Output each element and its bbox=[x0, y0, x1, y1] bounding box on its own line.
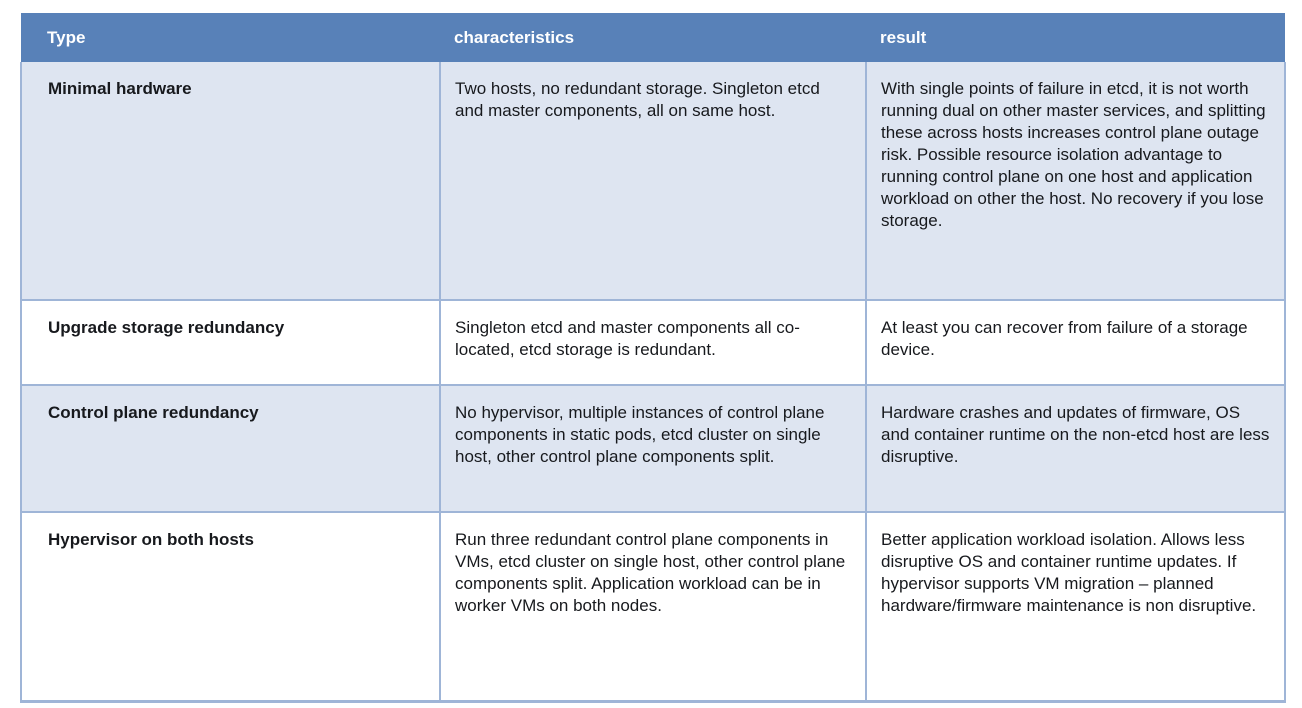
cell-result-control-plane-redundancy: Hardware crashes and updates of firmware, OS and container runtime on the non-etcd host are less disruptive. bbox=[866, 385, 1285, 512]
cell-characteristics-minimal-hardware: Two hosts, no redundant storage. Singleton etcd and master components, all on same host. bbox=[440, 62, 866, 300]
column-header-characteristics: characteristics bbox=[440, 13, 866, 62]
cell-characteristics-hypervisor-on-both-hosts: Run three redundant control plane components in VMs, etcd cluster on single host, other control plane components split. Application workload can be in worker VMs on both nodes. bbox=[440, 512, 866, 701]
table-row bbox=[21, 62, 1285, 300]
cell-result-hypervisor-on-both-hosts: Better application workload isolation. Allows less disruptive OS and container runtime updates. If hypervisor supports VM migration – planned hardware/firmware maintenance is non disruptive. bbox=[866, 512, 1285, 701]
cluster-options-table bbox=[20, 13, 1286, 703]
column-header-result: result bbox=[866, 13, 1285, 62]
cell-result-upgrade-storage-redundancy: At least you can recover from failure of a storage device. bbox=[866, 300, 1285, 385]
cell-type-minimal-hardware: Minimal hardware bbox=[21, 62, 440, 300]
cell-characteristics-control-plane-redundancy: No hypervisor, multiple instances of control plane components in static pods, etcd cluster on single host, other control plane components split. bbox=[440, 385, 866, 512]
table-row bbox=[21, 512, 1285, 701]
cell-type-upgrade-storage-redundancy: Upgrade storage redundancy bbox=[21, 300, 440, 385]
cell-type-control-plane-redundancy: Control plane redundancy bbox=[21, 385, 440, 512]
table-row bbox=[21, 300, 1285, 385]
cell-result-minimal-hardware: With single points of failure in etcd, it is not worth running dual on other master services, and splitting these across hosts increases control plane outage risk. Possible resource isolation advantage to running control plane on one host and application workload on other the host. No recovery if you lose storage. bbox=[866, 62, 1285, 300]
cell-type-hypervisor-on-both-hosts: Hypervisor on both hosts bbox=[21, 512, 440, 701]
cell-characteristics-upgrade-storage-redundancy: Singleton etcd and master components all co-located, etcd storage is redundant. bbox=[440, 300, 866, 385]
table-header-row bbox=[21, 13, 1285, 62]
table-row bbox=[21, 385, 1285, 512]
column-header-type: Type bbox=[21, 13, 440, 62]
